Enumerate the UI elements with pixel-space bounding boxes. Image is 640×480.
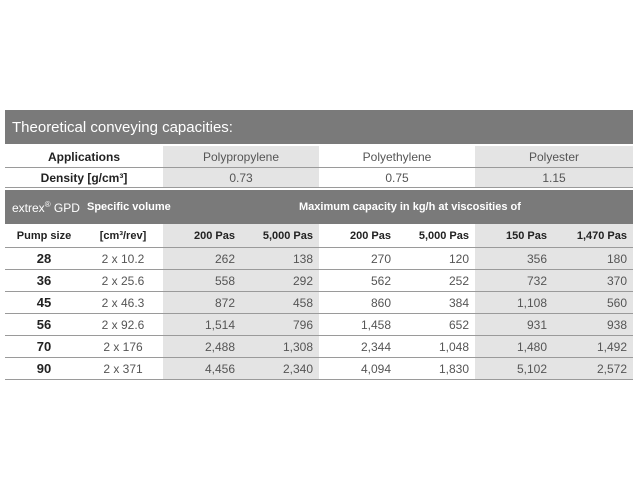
capacity-cell: 384 <box>448 295 469 310</box>
capacity-cell: 252 <box>448 273 469 288</box>
capacity-cell: 652 <box>448 317 469 332</box>
table-row <box>5 358 633 380</box>
col-pet-1470: 1,470 Pas <box>553 224 633 247</box>
max-capacity-header: Maximum capacity in kg/h at viscosities of <box>299 201 521 213</box>
material-polypropylene: Polypropylene <box>163 146 319 167</box>
pump-size-cell: 70 <box>36 339 52 354</box>
table-row <box>5 336 633 358</box>
col-pet-150: 150 Pas <box>475 224 553 247</box>
pump-size-cell: 36 <box>36 273 52 288</box>
table-row <box>5 314 633 336</box>
specific-volume-cell: 2 x 46.3 <box>101 295 145 310</box>
capacity-cell: 262 <box>163 248 241 269</box>
capacity-cell: 458 <box>241 292 319 313</box>
capacity-cell: 2,488 <box>163 336 241 357</box>
col-pp-5000: 5,000 Pas <box>241 224 319 247</box>
density-row <box>5 168 633 188</box>
table-row <box>5 270 633 292</box>
capacity-cell: 938 <box>553 314 633 335</box>
capacity-cell: 860 <box>370 295 391 310</box>
capacity-cell: 120 <box>448 251 469 266</box>
density-polyester: 1.15 <box>475 168 633 187</box>
specific-volume-cell: 2 x 371 <box>103 361 143 376</box>
model-label: extrex® GPD <box>12 199 80 215</box>
capacity-cell: 292 <box>241 270 319 291</box>
col-volume-unit: [cm³/rev] <box>99 229 147 242</box>
capacity-cell: 4,456 <box>163 358 241 379</box>
specific-volume-header: Specific volume <box>87 201 171 213</box>
capacity-cell: 1,048 <box>438 339 469 354</box>
capacity-cell: 1,480 <box>475 336 553 357</box>
capacity-cell: 2,572 <box>553 358 633 379</box>
capacity-cell: 560 <box>553 292 633 313</box>
capacity-cell: 2,344 <box>360 339 391 354</box>
data-rows <box>5 248 633 380</box>
capacity-cell: 356 <box>475 248 553 269</box>
capacity-cell: 370 <box>553 270 633 291</box>
capacity-cell: 1,108 <box>475 292 553 313</box>
capacity-cell: 138 <box>241 248 319 269</box>
density-polypropylene: 0.73 <box>163 168 319 187</box>
pump-size-cell: 28 <box>36 251 52 266</box>
pump-size-cell: 90 <box>36 361 52 376</box>
capacity-table <box>5 110 633 380</box>
capacity-cell: 796 <box>241 314 319 335</box>
pump-size-cell: 45 <box>36 295 52 310</box>
density-label: Density [g/cm³] <box>40 170 128 185</box>
capacity-cell: 1,458 <box>360 317 391 332</box>
capacity-cell: 1,830 <box>438 361 469 376</box>
specific-volume-cell: 2 x 10.2 <box>101 251 145 266</box>
specific-volume-cell: 2 x 25.6 <box>101 273 145 288</box>
subheader-row <box>5 224 633 248</box>
capacity-header-bar <box>5 190 633 224</box>
material-polyester: Polyester <box>475 146 633 167</box>
capacity-cell: 1,492 <box>553 336 633 357</box>
capacity-cell: 270 <box>370 251 391 266</box>
capacity-cell: 931 <box>475 314 553 335</box>
col-pe-5000: 5,000 Pas <box>418 229 469 242</box>
capacity-cell: 558 <box>163 270 241 291</box>
capacity-cell: 562 <box>370 273 391 288</box>
material-polyethylene: Polyethylene <box>362 149 432 164</box>
col-pp-200: 200 Pas <box>163 224 241 247</box>
capacity-cell: 180 <box>553 248 633 269</box>
col-pe-200: 200 Pas <box>350 229 391 242</box>
applications-row <box>5 146 633 168</box>
table-row <box>5 292 633 314</box>
table-title: Theoretical conveying capacities: <box>5 110 633 144</box>
specific-volume-cell: 2 x 176 <box>103 339 143 354</box>
capacity-cell: 1,514 <box>163 314 241 335</box>
capacity-cell: 732 <box>475 270 553 291</box>
pump-size-cell: 56 <box>36 317 52 332</box>
capacity-cell: 1,308 <box>241 336 319 357</box>
density-polyethylene: 0.75 <box>385 170 409 185</box>
applications-label: Applications <box>47 149 120 164</box>
capacity-cell: 2,340 <box>241 358 319 379</box>
table-row <box>5 248 633 270</box>
col-pump-size: Pump size <box>16 229 72 242</box>
capacity-cell: 5,102 <box>475 358 553 379</box>
capacity-cell: 872 <box>163 292 241 313</box>
capacity-cell: 4,094 <box>360 361 391 376</box>
specific-volume-cell: 2 x 92.6 <box>101 317 145 332</box>
